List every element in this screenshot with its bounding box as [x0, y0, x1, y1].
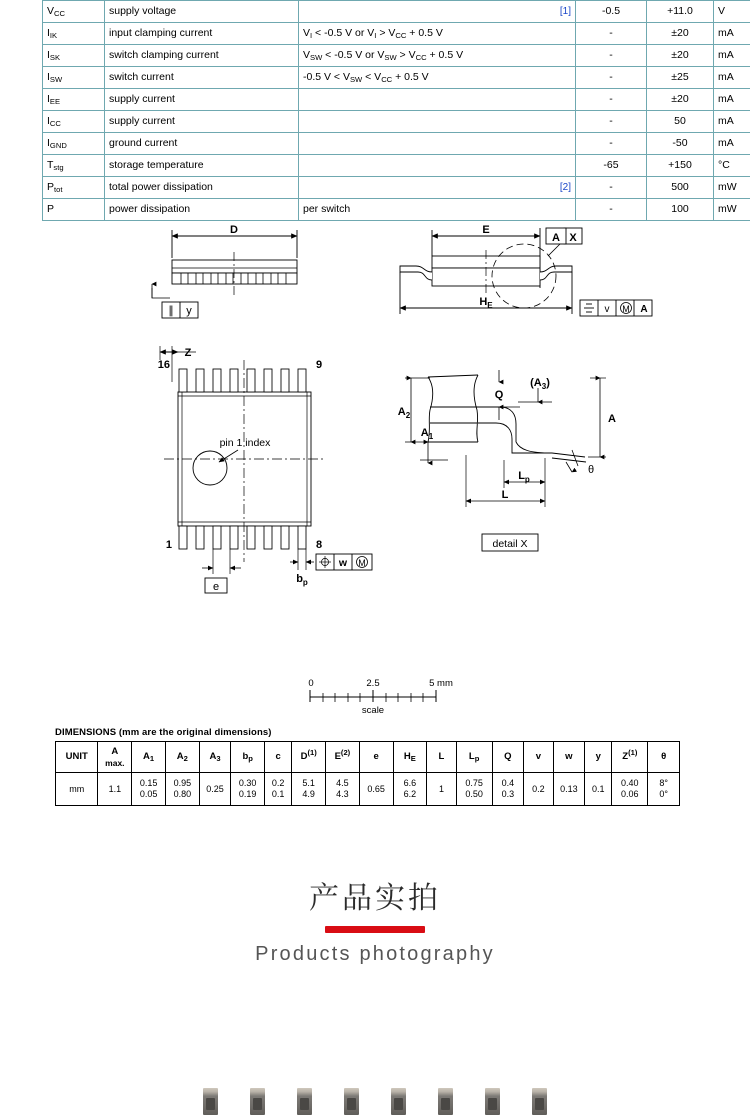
cell-conditions — [299, 133, 576, 155]
dimensions-value-cell: 0.4 0.3 — [492, 773, 524, 806]
label-detail-x-title: detail X — [492, 538, 528, 550]
table-row — [43, 67, 750, 89]
table-row — [43, 89, 750, 111]
label-dim-a: A — [608, 413, 616, 425]
cell-unit: mA — [714, 89, 750, 111]
cell-symbol: $V_{CC}$ — [43, 1, 105, 23]
cell-unit: mA — [714, 45, 750, 67]
label-dim-d: D — [230, 224, 238, 236]
cell-unit: mA — [714, 23, 750, 45]
cell-max: -50 — [647, 133, 714, 155]
dimensions-value-cell: 5.1 4.9 — [292, 773, 326, 806]
table-row — [43, 23, 750, 45]
label-datum-a-end: A — [552, 232, 560, 244]
label-pin-8: 8 — [316, 539, 323, 551]
cell-unit: mA — [714, 133, 750, 155]
dimensions-value-cell: 1.1 — [98, 773, 132, 806]
cell-symbol: $I_{GND}$ — [43, 133, 105, 155]
product-photo-thumbnail — [438, 1088, 453, 1115]
dimensions-title: DIMENSIONS (mm are the original dimensions) — [55, 727, 272, 738]
label-tol-a-end: A — [640, 304, 648, 315]
dimensions-header-cell: $A_1$ — [132, 742, 166, 773]
dimensions-header-cell: e — [359, 742, 393, 773]
dimensions-header-cell: $D^{(1)}$ — [292, 742, 326, 773]
cell-conditions: $V_{SW} < -0.5$ V or $V_{SW} > V_{CC} + 0.5$ V — [299, 45, 576, 67]
label-pin-1: 1 — [165, 539, 172, 551]
label-dim-he: $H_E$ — [479, 296, 493, 310]
cell-symbol: P — [43, 199, 105, 221]
table-row — [43, 1, 750, 23]
label-pin1-index: pin 1 index — [219, 437, 271, 449]
cell-unit: °C — [714, 155, 750, 177]
dimensions-header-row — [56, 742, 680, 773]
photo-title-cn: 产品实拍 — [309, 882, 441, 915]
label-dim-q: Q — [494, 389, 504, 401]
cell-min: - — [576, 111, 647, 133]
cell-max: 50 — [647, 111, 714, 133]
note-reference[interactable]: [1] — [559, 6, 571, 17]
product-photo-strip — [0, 1088, 750, 1115]
label-scale-caption: scale — [361, 705, 385, 716]
dimensions-value-cell: 4.5 4.3 — [326, 773, 360, 806]
dimensions-value-cell: 0.40 0.06 — [612, 773, 648, 806]
label-datum-symbol-side: ∥ — [168, 305, 174, 317]
dimensions-header-cell: c — [265, 742, 292, 773]
scale-bar-group — [310, 690, 436, 702]
product-photo-thumbnail — [250, 1088, 265, 1115]
dimensions-value-cell: 0.75 0.50 — [456, 773, 492, 806]
product-photo-thumbnail — [532, 1088, 547, 1115]
label-dim-a1: $A_1$ — [420, 427, 434, 441]
limiting-values-table — [42, 0, 750, 221]
cell-parameter: switch current — [105, 67, 299, 89]
note-reference[interactable]: [2] — [559, 182, 571, 193]
label-tol-m-top: M — [358, 558, 366, 568]
cell-parameter: input clamping current — [105, 23, 299, 45]
cell-unit: mW — [714, 199, 750, 221]
cell-parameter: supply current — [105, 111, 299, 133]
cell-max: ±25 — [647, 67, 714, 89]
label-dim-e-pitch: e — [212, 581, 220, 593]
dimensions-value-cell: 0.65 — [359, 773, 393, 806]
cell-max: 500 — [647, 177, 714, 199]
dimensions-value-cell: 6.6 6.2 — [393, 773, 427, 806]
label-tol-m-end: M — [622, 304, 630, 314]
label-detail-callout-x: X — [569, 232, 577, 244]
side-view-group — [152, 230, 297, 318]
cell-conditions: per switch — [299, 199, 576, 221]
cell-max: +150 — [647, 155, 714, 177]
products-photography-header — [0, 880, 750, 966]
cell-conditions: -0.5 $V < V_{SW} < V_{CC} + 0.5$ V — [299, 67, 576, 89]
cell-symbol: $I_{EE}$ — [43, 89, 105, 111]
cell-conditions — [299, 89, 576, 111]
product-photo-thumbnail — [297, 1088, 312, 1115]
cell-parameter: supply current — [105, 89, 299, 111]
dimensions-value-cell: mm — [56, 773, 98, 806]
detail-x-group — [405, 370, 606, 551]
cell-symbol: $P_{tot}$ — [43, 177, 105, 199]
dimensions-header-cell: $b_p$ — [231, 742, 265, 773]
cell-parameter: supply voltage — [105, 1, 299, 23]
cell-unit: mW — [714, 177, 750, 199]
label-pin-9: 9 — [316, 359, 323, 371]
end-view-group — [400, 228, 652, 316]
top-view-group — [157, 346, 372, 593]
cell-parameter: total power dissipation — [105, 177, 299, 199]
dimensions-header-cell: $E^{(2)}$ — [326, 742, 360, 773]
label-dim-z: Z — [184, 347, 192, 359]
label-tol-v-end: v — [604, 304, 610, 315]
product-photo-thumbnail — [391, 1088, 406, 1115]
dimensions-value-cell: 0.2 0.1 — [265, 773, 292, 806]
cell-min: - — [576, 177, 647, 199]
cell-min: - — [576, 133, 647, 155]
cell-symbol: $I_{SW}$ — [43, 67, 105, 89]
cell-conditions — [299, 155, 576, 177]
label-scale-mid: 2.5 — [366, 678, 380, 689]
table-row — [43, 45, 750, 67]
cell-min: - — [576, 89, 647, 111]
cell-conditions: $V_I < -0.5$ V or $V_I > V_{CC} + 0.5$ V — [299, 23, 576, 45]
label-datum-letter-side: y — [186, 305, 192, 317]
dimensions-header-cell: v — [524, 742, 553, 773]
dimensions-value-cell: 0.1 — [585, 773, 612, 806]
label-dim-e: E — [482, 224, 490, 236]
dimensions-value-cell: 0.30 0.19 — [231, 773, 265, 806]
cell-min: - — [576, 45, 647, 67]
dimensions-header-cell: L — [427, 742, 456, 773]
label-scale-end: 5 mm — [429, 678, 453, 689]
cell-symbol: $T_{stg}$ — [43, 155, 105, 177]
label-pin-16: 16 — [157, 359, 170, 371]
cell-min: - — [576, 67, 647, 89]
table-row — [43, 155, 750, 177]
product-photo-thumbnail — [203, 1088, 218, 1115]
dimensions-header-cell: UNIT — [56, 742, 98, 773]
table-row — [43, 133, 750, 155]
dimensions-value-cell: 1 — [427, 773, 456, 806]
table-row — [43, 111, 750, 133]
dimensions-header-cell: $L_p$ — [456, 742, 492, 773]
limiting-values-body — [43, 1, 750, 221]
cell-min: -65 — [576, 155, 647, 177]
cell-min: -0.5 — [576, 1, 647, 23]
cell-max: ±20 — [647, 45, 714, 67]
cell-unit: mA — [714, 111, 750, 133]
cell-conditions — [299, 177, 576, 199]
cell-min: - — [576, 199, 647, 221]
dimensions-value-row — [56, 773, 680, 806]
cell-conditions — [299, 111, 576, 133]
cell-conditions — [299, 1, 576, 23]
dimensions-value-cell: 0.95 0.80 — [165, 773, 199, 806]
cell-max: ±20 — [647, 89, 714, 111]
package-outline-drawing — [0, 210, 750, 720]
cell-min: - — [576, 23, 647, 45]
photo-title-underline — [325, 926, 425, 933]
dimensions-header-cell: θ — [648, 742, 680, 773]
cell-max: +11.0 — [647, 1, 714, 23]
dimensions-value-cell: 0.2 — [524, 773, 553, 806]
product-photo-thumbnail — [485, 1088, 500, 1115]
cell-symbol: $I_{CC}$ — [43, 111, 105, 133]
cell-symbol: $I_{IK}$ — [43, 23, 105, 45]
label-scale-start: 0 — [308, 678, 314, 689]
dimensions-block — [55, 727, 685, 806]
label-tol-w-top: w — [338, 557, 348, 569]
cell-max: ±20 — [647, 23, 714, 45]
cell-parameter: ground current — [105, 133, 299, 155]
dimensions-header-cell: w — [553, 742, 585, 773]
label-dim-l: L — [501, 489, 509, 501]
dimensions-header-cell: Q — [492, 742, 524, 773]
product-photo-thumbnail — [344, 1088, 359, 1115]
table-row — [43, 177, 750, 199]
dimensions-header-cell: $Z^{(1)}$ — [612, 742, 648, 773]
dimensions-value-cell: 8° 0° — [648, 773, 680, 806]
photo-title-en: Products photography — [255, 942, 495, 965]
cell-max: 100 — [647, 199, 714, 221]
dimensions-header-cell: $A_2$ — [165, 742, 199, 773]
cell-unit: V — [714, 1, 750, 23]
label-dim-a3: $(A_3)$ — [530, 377, 550, 391]
dimensions-value-cell: 0.13 — [553, 773, 585, 806]
cell-parameter: power dissipation — [105, 199, 299, 221]
cell-parameter: switch clamping current — [105, 45, 299, 67]
label-dim-theta: θ — [587, 464, 595, 476]
label-dim-a2: $A_2$ — [397, 406, 411, 420]
dimensions-value-cell: 0.15 0.05 — [132, 773, 166, 806]
label-dim-lp: $L_p$ — [518, 470, 530, 484]
dimensions-header-cell: y — [585, 742, 612, 773]
dimensions-header-cell: A max. — [98, 742, 132, 773]
dimensions-table — [55, 741, 680, 806]
cell-unit: mA — [714, 67, 750, 89]
dimensions-header-cell: $A_3$ — [199, 742, 231, 773]
cell-parameter: storage temperature — [105, 155, 299, 177]
cell-symbol: $I_{SK}$ — [43, 45, 105, 67]
label-dim-bp: $b_p$ — [296, 573, 308, 587]
dimensions-value-cell: 0.25 — [199, 773, 231, 806]
dimensions-header-cell: $H_E$ — [393, 742, 427, 773]
